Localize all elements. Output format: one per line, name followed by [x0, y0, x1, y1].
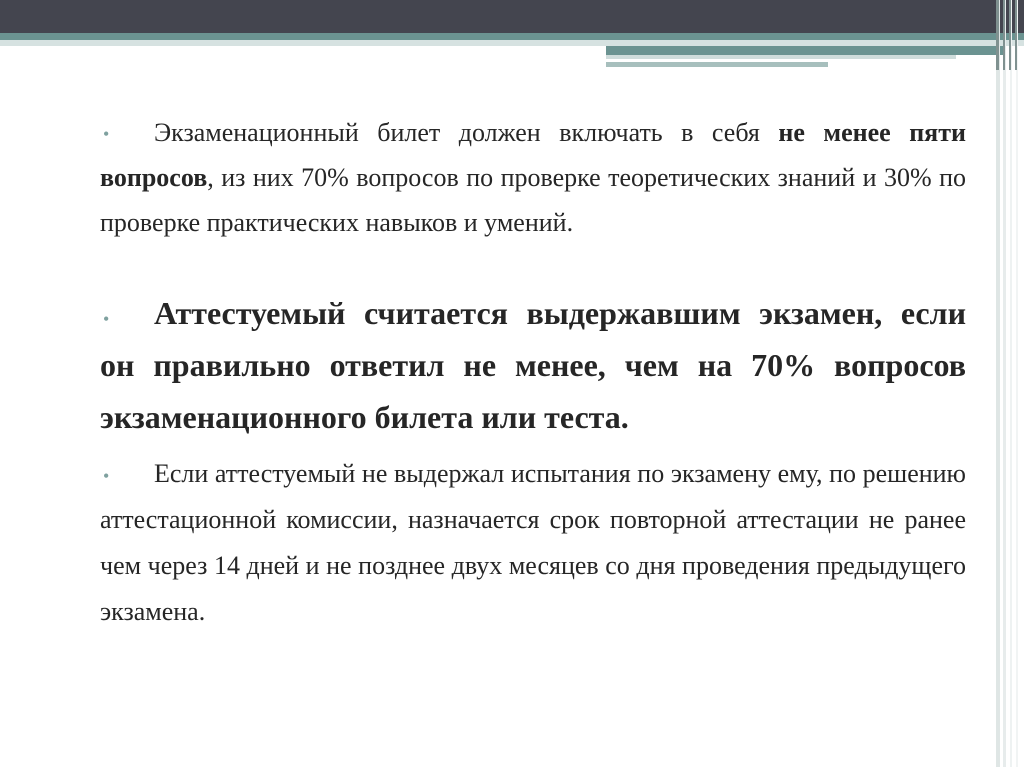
- bullet-marker-icon: •: [103, 124, 110, 144]
- slide-content: [100, 110, 966, 635]
- bullet-text-part: , из них 70% вопросов по проверке теоретических знаний и 30% по проверке практических навыков и умений.: [100, 163, 966, 237]
- side-decor-line: [1003, 0, 1006, 767]
- bullet-text: Аттестуемый считается выдержавшим экзамен, если он правильно ответил не менее, чем на 70% вопросов экзаменационного билета или теста.: [100, 295, 966, 435]
- bullet-text: Если аттестуемый не выдержал испытания по экзамену ему, по решению аттестационной комиссии, назначается срок повторной аттестации не ранее чем через 14 дней и не позднее двух месяцев со дня проведения предыдущего экзамена.: [100, 459, 966, 626]
- bullet-text-part: Экзаменационный билет должен включать в себя: [154, 118, 779, 147]
- header-accent-band: [606, 46, 1006, 55]
- bullet-item-retake: [100, 451, 966, 635]
- side-decor-line: [1010, 0, 1012, 767]
- bullet-marker-icon: •: [103, 466, 110, 486]
- bullet-item-pass-criteria: [100, 287, 966, 443]
- header-accent-bar: [0, 33, 1024, 40]
- bullet-marker-icon: •: [103, 309, 110, 329]
- bullet-item-exam-ticket: [100, 110, 966, 245]
- header-decor-lines: [996, 0, 1018, 70]
- header-dark-bar: [0, 0, 1024, 33]
- bullet-text-bold: не менее пяти вопросов: [100, 118, 966, 192]
- side-decor-line: [996, 0, 1000, 767]
- header-accent-band-short: [606, 62, 828, 67]
- header-accent-band-thin: [606, 55, 956, 59]
- bullet-text: [100, 110, 966, 245]
- side-decor-line: [1016, 0, 1018, 767]
